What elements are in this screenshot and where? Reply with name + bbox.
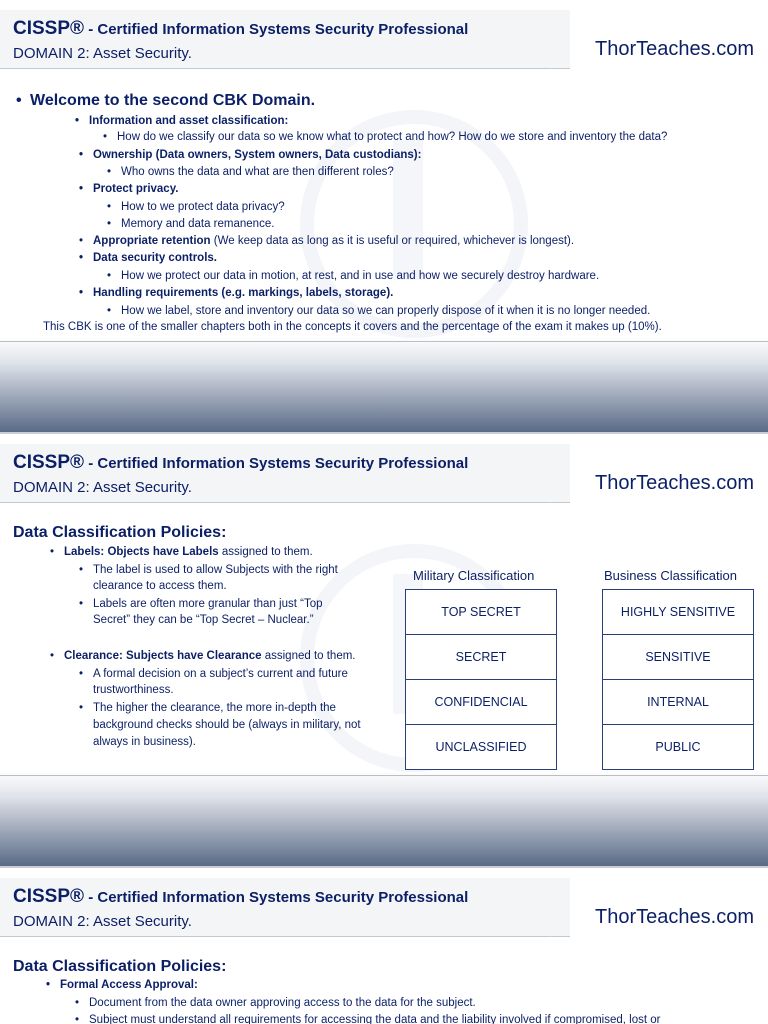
business-level: INTERNAL (603, 679, 753, 724)
bullet-protect-privacy: • Protect privacy. (93, 183, 178, 195)
sub-bullet: • The higher the clearance, the more in-depth the (93, 702, 336, 714)
brand-link: ThorTeaches.com (595, 906, 754, 928)
sub-bullet: • Memory and data remanence. (121, 218, 274, 230)
cissp-title: CISSP® - Certified Information Systems Security Professional (13, 452, 469, 473)
sub-bullet: • Document from the data owner approving access to the data for the subject. (89, 997, 476, 1009)
header-tail (550, 878, 570, 937)
military-level: UNCLASSIFIED (406, 724, 556, 769)
sub-bullet: • The label is used to allow Subjects with the right (93, 564, 338, 576)
sub-bullet: • How we protect our data in motion, at rest, and in use and how we securely destroy hardware. (121, 270, 599, 282)
military-level: TOP SECRET (441, 605, 521, 619)
sub-bullet: • Labels are often more granular than just “Top (93, 598, 323, 610)
section-title: Data Classification Policies: (13, 524, 227, 541)
bullet-clearance: • Clearance: Subjects have Clearance assigned to them. (64, 650, 356, 662)
section-title: Data Classification Policies: (13, 958, 227, 975)
military-level: SECRET (406, 634, 556, 679)
sub-bullet-cont: trustworthiness. (93, 684, 174, 696)
bullet-formal-access: • Formal Access Approval: (60, 979, 198, 991)
bullet-ownership: • Ownership (Data owners, System owners, Data custodians): (93, 149, 421, 161)
slide-title: • Welcome to the second CBK Domain. (30, 92, 315, 110)
sub-bullet: • Subject must understand all requirements for accessing the data and the liability involved if compromised, lost or (89, 1014, 660, 1024)
business-level: PUBLIC (603, 724, 753, 769)
domain-subtitle: DOMAIN 2: Asset Security. (13, 45, 192, 62)
sub-bullet-cont: clearance to access them. (93, 580, 227, 592)
sub-bullet-cont: Secret” they can be “Top Secret – Nuclear.” (93, 614, 314, 626)
cissp-title: CISSP® - Certified Information Systems Security Professional (13, 886, 469, 907)
slide-2 (0, 434, 768, 866)
military-classification-table (405, 589, 557, 770)
business-table-title: Business Classification (604, 568, 737, 583)
military-table-title: Military Classification (413, 568, 535, 583)
sub-bullet: • How to we protect data privacy? (121, 201, 285, 213)
bullet-handling: • Handling requirements (e.g. markings, labels, storage). (93, 287, 393, 299)
bullet-labels: • Labels: Objects have Labels assigned to them. (64, 546, 313, 558)
slide-header (0, 444, 570, 503)
sub-bullet: • How do we classify our data so we know what to protect and how? How do we store and inventory the data? (117, 131, 667, 143)
sub-bullet-cont: always in business). (93, 736, 196, 748)
watermark-arrow (393, 140, 423, 280)
brand-link: ThorTeaches.com (595, 472, 754, 494)
header-tail (550, 444, 570, 503)
sub-bullet: • A formal decision on a subject’s current and future (93, 668, 348, 680)
bullet-retention: • Appropriate retention (We keep data as long as it is useful or required, whichever is longest). (93, 235, 574, 247)
bullet-info-classification: • Information and asset classification: (89, 115, 288, 127)
domain-subtitle: DOMAIN 2: Asset Security. (13, 479, 192, 496)
footer-note: This CBK is one of the smaller chapters both in the concepts it covers and the percentage of the exam it makes up (10%). (43, 321, 662, 333)
sub-bullet-cont: background checks should be (always in military, not (93, 719, 361, 731)
business-classification-table (602, 589, 754, 770)
bullet-security-controls: • Data security controls. (93, 252, 217, 264)
header-tail (550, 10, 570, 69)
cissp-title: CISSP® - Certified Information Systems Security Professional (13, 18, 469, 39)
slide-3 (0, 868, 768, 1024)
business-level: HIGHLY SENSITIVE (620, 605, 736, 619)
divider (0, 775, 768, 776)
sub-bullet: • Who owns the data and what are then different roles? (121, 166, 394, 178)
slide-1 (0, 0, 768, 432)
military-level: CONFIDENCIAL (406, 679, 556, 724)
business-level: SENSITIVE (603, 634, 753, 679)
domain-subtitle: DOMAIN 2: Asset Security. (13, 913, 192, 930)
sub-bullet: • How we label, store and inventory our data so we can properly dispose of it when it is no longer needed. (121, 305, 650, 317)
divider (0, 341, 768, 342)
slide-header (0, 878, 570, 937)
brand-link: ThorTeaches.com (595, 38, 754, 60)
slide-header (0, 10, 570, 69)
